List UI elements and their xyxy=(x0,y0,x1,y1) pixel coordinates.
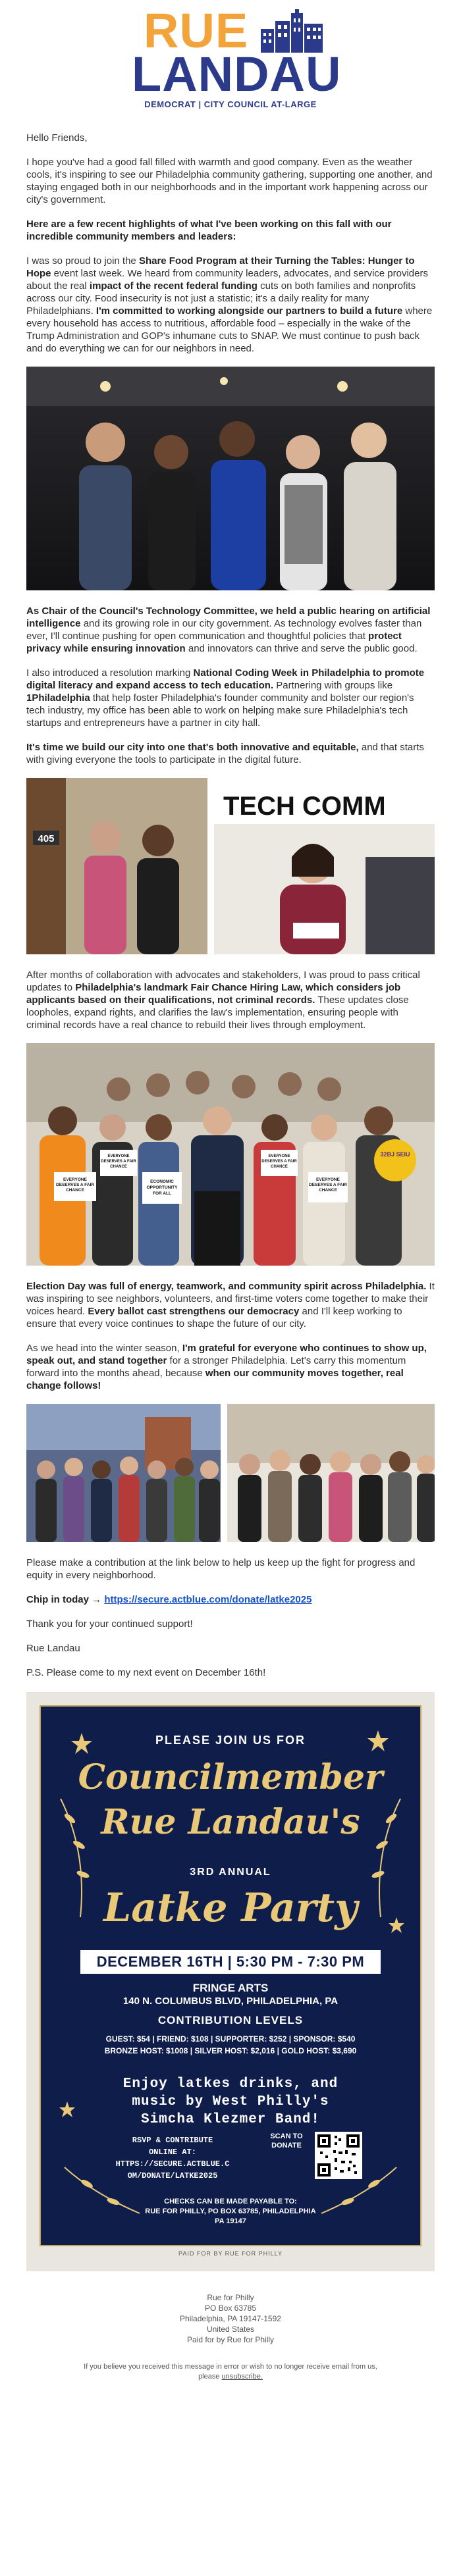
email-footer xyxy=(0,2292,461,2345)
technology-committee-photo xyxy=(214,778,435,954)
flyer-scan-label: SCAN TO DONATE xyxy=(270,2132,303,2150)
flyer-title-name: Rue Landau's xyxy=(101,1802,360,1842)
tech-committee-sign-text: TECH COMM xyxy=(223,792,386,821)
intro-paragraph: I hope you've had a good fall filled with warmth and good company. Even as the weather cools, it's inspiring to see our Philadelphia community gathering, supporting one another, and staying engaged both in our neighborhoods and in the important work happening across our city's government. xyxy=(26,157,433,205)
rally-sign-1: EVERYONE DESERVES A FAIR CHANCE xyxy=(56,1177,94,1193)
flyer-venue xyxy=(41,1982,420,2008)
campaign-logo xyxy=(132,3,342,118)
door-number-text: 405 xyxy=(38,833,55,844)
rally-sign-5: EVERYONE DESERVES A FAIR CHANCE xyxy=(309,1177,347,1193)
email-body xyxy=(26,132,435,1679)
unsubscribe-note: If you believe you received this message in error or wish to no longer receive email from us, please unsubscribe. xyxy=(84,2363,377,2381)
flyer-title-party: Latke Party xyxy=(103,1885,358,1931)
greeting: Hello Friends, xyxy=(26,132,88,143)
election-team-photo xyxy=(227,1404,435,1542)
flyer-levels-line-2: BRONZE HOST: $1008 | SILVER HOST: $2,016 | GOLD HOST: $3,690 xyxy=(104,2046,357,2055)
highlights-heading: Here are a few recent highlights of what I've been working on this fall with our incredible community members and leaders: xyxy=(26,219,392,242)
seiu-sign: 32BJ SEIU xyxy=(380,1151,410,1158)
latke-party-flyer[interactable] xyxy=(26,1692,435,2271)
footer-po-box: PO Box 63785 xyxy=(204,2304,257,2313)
election-photos-row xyxy=(26,1404,435,1542)
flyer-levels-line-1: GUEST: $54 | FRIEND: $108 | SUPPORTER: $252 | SPONSOR: $540 xyxy=(105,2034,356,2044)
flyer-paid-for: PAID FOR BY RUE FOR PHILLY xyxy=(178,2250,283,2257)
postscript: P.S. Please come to my next event on December 16th! xyxy=(26,1667,266,1678)
tech-photos-row xyxy=(26,778,435,954)
flyer-card xyxy=(40,1705,421,2246)
signoff: Rue Landau xyxy=(26,1643,80,1654)
rally-sign-4: EVERYONE DESERVES A FAIR CHANCE xyxy=(261,1154,297,1169)
group-photo-image xyxy=(26,367,435,590)
flyer-venue-name: FRINGE ARTS xyxy=(192,1982,269,1994)
rally-sign-3: ECONOMIC OPPORTUNITY FOR ALL xyxy=(146,1179,178,1196)
flyer-contribution-levels xyxy=(41,2033,420,2057)
logo-landau-text: LANDAU xyxy=(132,47,342,101)
innovation-paragraph: It's time we build our city into one that's both innovative and equitable, and that starts with giving everyone the tools to participate in the digital future. xyxy=(26,742,424,765)
chip-in-line xyxy=(26,1593,435,1606)
winter-paragraph: As we head into the winter season, I'm grateful for everyone who continues to show up, speak out, and stand together for a stronger Philadelphia. Let's carry this momentum forward into the months ahead, because when our community moves together, real change follows! xyxy=(26,1343,427,1391)
flyer-date-time: DECEMBER 16TH | 5:30 PM - 7:30 PM xyxy=(80,1950,381,1974)
rally-sign-2: EVERYONE DESERVES A FAIR CHANCE xyxy=(101,1154,136,1169)
chip-in-label: Chip in today → xyxy=(26,1594,102,1605)
coding-week-paragraph: I also introduced a resolution marking National Coding Week in Philadelphia to promote digital literacy and expand access to tech education. Partnering with groups like 1Philadelphia that help foster Philadelphia's founder community and bolster our region's tech industry, my office has been able to work on helping make sure Philadelphia's tech startups and entrepreneurs have a partner in city hall. xyxy=(26,667,425,729)
flyer-invite-line: PLEASE JOIN US FOR xyxy=(155,1734,306,1747)
flyer-title-councilmember: Councilmember xyxy=(78,1757,383,1797)
flyer-rsvp: RSVP & CONTRIBUTE ONLINE AT: HTTPS://SECURE.ACTBLUE.C OM/DONATE/LATKE2025 xyxy=(115,2136,230,2180)
qr-code-icon[interactable] xyxy=(315,2132,362,2179)
tech-hearing-paragraph: As Chair of the Council's Technology Committee, we held a public hearing on artificial intelligence and its growing role in our city government. As technology evolves faster than ever, I'll continue pushing for open communication and thoughtful policies that protect privacy while ensuring innovation and innovators can thrive and serve the public good. xyxy=(26,605,431,654)
footer-city: Philadelphia, PA 19147-1592 xyxy=(180,2314,281,2323)
thanks-line: Thank you for your continued support! xyxy=(26,1618,193,1630)
logo-subtitle: DEMOCRAT | CITY COUNCIL AT-LARGE xyxy=(144,99,317,109)
footer-org-name: Rue for Philly xyxy=(207,2293,254,2302)
footer-country: United States xyxy=(206,2325,255,2334)
flyer-klezmer-text: Enjoy latkes drinks, and music by West Philly's Simcha Klezmer Band! xyxy=(122,2076,339,2127)
coding-week-photo xyxy=(26,778,207,954)
flyer-checks-info: CHECKS CAN BE MADE PAYABLE TO: RUE FOR PHILLY, PO BOX 63785, PHILADELPHIA PA 19147 xyxy=(145,2198,316,2225)
election-paragraph: Election Day was full of energy, teamwork, and community spirit across Philadelphia. It was inspiring to see neighbors, volunteers, and first-time voters come together to make their voices heard. Every ballot cast strengthens our democracy and I'll keep working to ensure that every voice continues to shape the future of our city. xyxy=(26,1281,435,1329)
election-volunteers-photo xyxy=(26,1404,221,1542)
fair-chance-rally-photo xyxy=(26,1043,435,1266)
flyer-annual: 3RD ANNUAL xyxy=(190,1867,271,1878)
flyer-contribution-heading: CONTRIBUTION LEVELS xyxy=(157,2014,304,2026)
contribute-paragraph: Please make a contribution at the link below to help us keep up the fight for progress and equity in every neighborhood. xyxy=(26,1557,416,1581)
flyer-venue-address: 140 N. COLUMBUS BLVD, PHILADELPHIA, PA xyxy=(122,1996,339,2007)
food-paragraph: I was so proud to join the Share Food Program at their Turning the Tables: Hunger to Hope event last week. We heard from community leaders, advocates, and service providers about the real impact of the recent federal funding cuts on both families and nonprofits across our city. Food insecurity is not just a statistic; it's a daily reality for many Philadelphians. I'm committed to working alongside our partners to build a future where every household has access to nutritious, affordable food – especially in the wake of the Trump Administration and GOP's inhumane cuts to SNAP. We must continue to push back and do everything we can for our neighbors in need. xyxy=(26,255,433,354)
logo-rue-text: RUE xyxy=(144,3,249,58)
unsubscribe-link[interactable]: unsubscribe. xyxy=(221,2373,263,2381)
donate-link[interactable]: https://secure.actblue.com/donate/latke2025 xyxy=(104,1594,312,1605)
footer-paid-for: Paid for by Rue for Philly xyxy=(186,2335,275,2344)
share-food-event-photo xyxy=(26,367,435,590)
fair-chance-paragraph: After months of collaboration with advocates and stakeholders, I was proud to pass critical updates to Philadelphia's landmark Fair Chance Hiring Law, which considers job applicants based on their qualifications, not criminal records. These updates close loopholes, expand rights, and clarifies the law's implementation, ensuring people with criminal records have a real chance to rebuild their lives through employment. xyxy=(26,969,420,1031)
